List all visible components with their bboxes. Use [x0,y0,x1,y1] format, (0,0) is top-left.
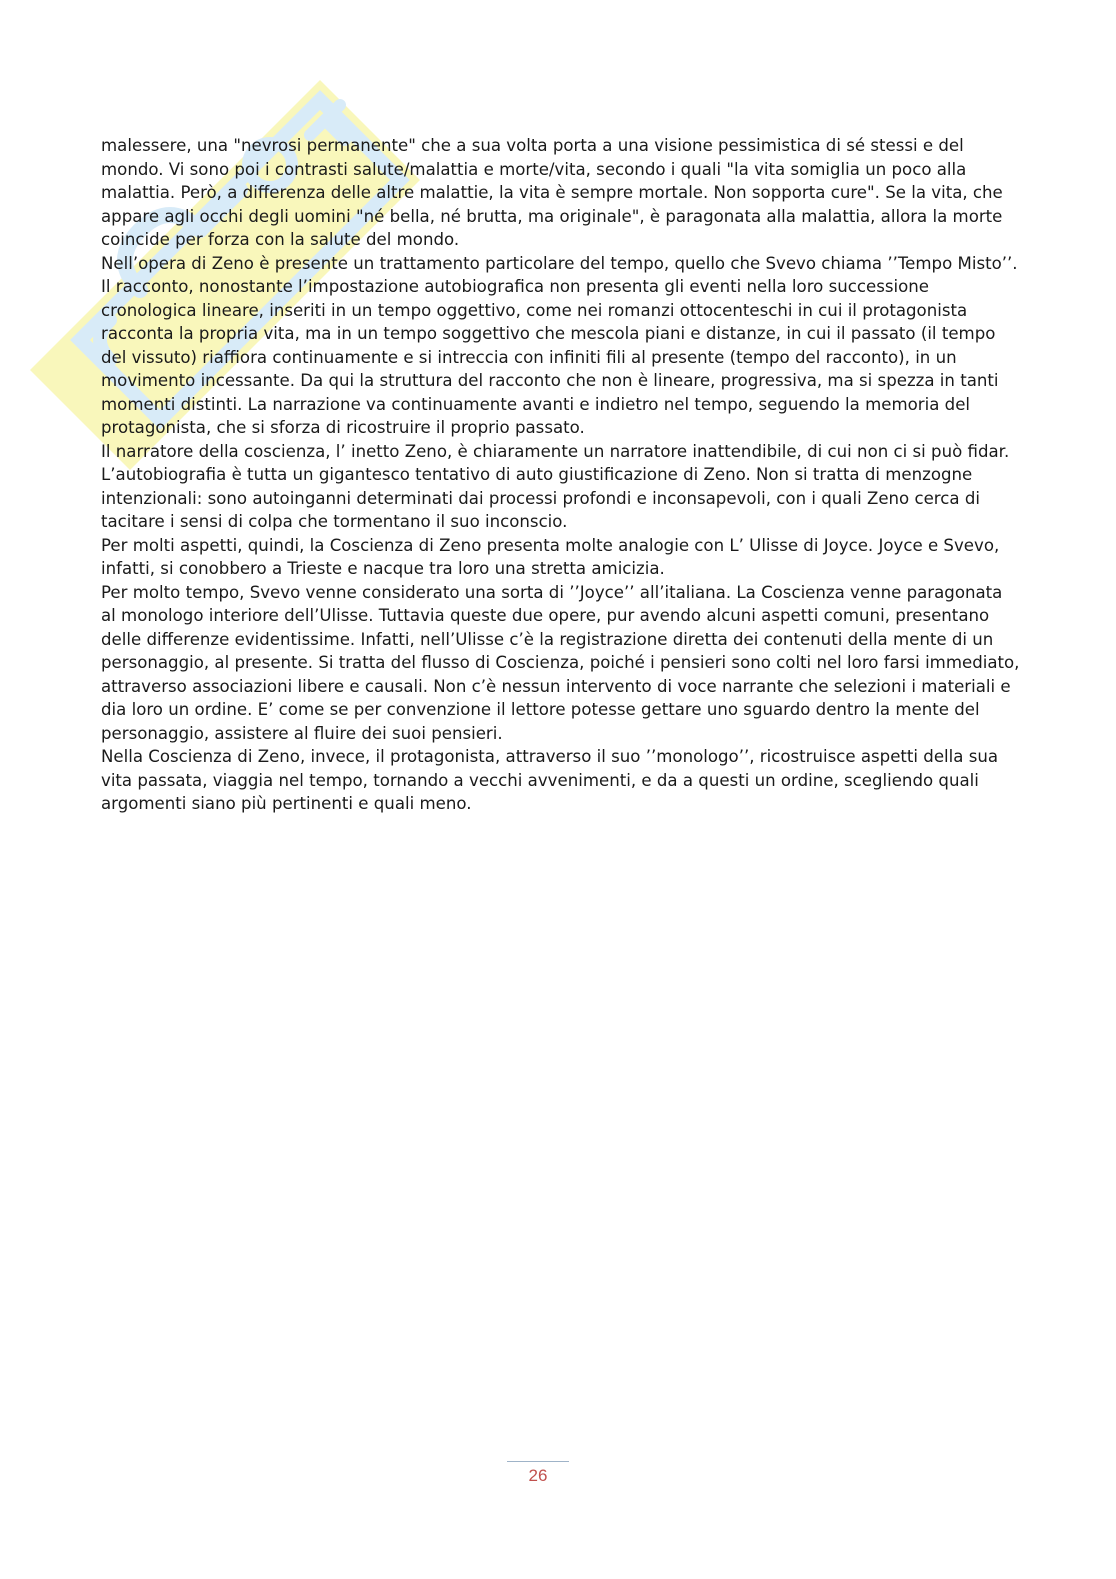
paragraph-joyce-analogie: Per molti aspetti, quindi, la Coscienza di Zeno presenta molte analogie con L’ Ulisse di Joyce. Joyce e Svevo, infatti, si conobbero a Trieste e nacque tra loro una stretta amicizia. [101,535,1000,578]
body-text [101,134,1021,816]
paragraph-monologo-zeno: Nella Coscienza di Zeno, invece, il protagonista, attraverso il suo ’’monologo’’, ricostruisce aspetti della sua vita passata, viaggia nel tempo, tornando a vecchi avvenimenti, e da a questi un ordine, scegliendo quali argomenti siano più pertinenti e quali meno. [101,747,999,813]
paragraph-malessere: malessere, una "nevrosi permanente" che a sua volta porta a una visione pessimistica di sé stessi e del mondo. Vi sono poi i contrasti salute/malattia e morte/vita, secondo i quali "la vita somiglia un poco alla malattia. Però, a differenza delle altre malattie, la vita è sempre mortale. Non sopporta cure". Se la vita, che appare agli occhi degli uomini "né bella, né brutta, ma originale", è paragonata alla malattia, allora la morte coincide per forza con la salute del mondo. [101,136,1003,249]
page-number: 26 [528,1466,548,1485]
footer-rule [507,1461,569,1462]
paragraph-ulisse-confronto: Per molto tempo, Svevo venne considerato una sorta di ’’Joyce’’ all’italiana. La Coscienza venne paragonata al monologo interiore dell’Ulisse. Tuttavia queste due opere, pur avendo alcuni aspetti comuni, presentano delle differenze evidentissime. Infatti, nell’Ulisse c’è la registrazione diretta dei contenuti della mente di un personaggio, al presente. Si tratta del flusso di Coscienza, poiché i pensieri sono colti nel loro farsi immediato, attraverso associazioni libere e causali. Non c’è nessun intervento di voce narrante che selezioni i materiali e dia loro un ordine. E’ come se per convenzione il lettore potesse gettare uno sguardo dentro la mente del personaggio, assistere al fluire dei suoi pensieri. [101,582,1020,743]
paragraph-narratore: Il narratore della coscienza, l’ inetto Zeno, è chiaramente un narratore inattendibile, di cui non ci si può fidar. L’autobiografia è tutta un gigantesco tentativo di auto giustificazione di Zeno. Non si tratta di menzogne intenzionali: sono autoinganni determinati dai processi profondi e inconsapevoli, con i quali Zeno cerca di tacitare i sensi di colpa che tormentano il suo inconscio. [101,441,1010,531]
paragraph-tempo-misto: Nell’opera di Zeno è presente un trattamento particolare del tempo, quello che Svevo chiama ’’Tempo Misto’’. Il racconto, nonostante l’impostazione autobiografica non presenta gli eventi nella loro successione cronologica lineare, inseriti in un tempo oggettivo, come nei romanzi ottocenteschi in cui il protagonista racconta la propria vita, ma in un tempo soggettivo che mescola piani e distanze, in cui il passato (il tempo del vissuto) riaffiora continuamente e si intreccia con infiniti fili al presente (tempo del racconto), in un movimento incessante. Da qui la struttura del racconto che non è lineare, progressiva, ma si spezza in tanti momenti distinti. La narrazione va continuamente avanti e indietro nel tempo, seguendo la memoria del protagonista, che si sforza di ricostruire il proprio passato. [101,253,1018,437]
